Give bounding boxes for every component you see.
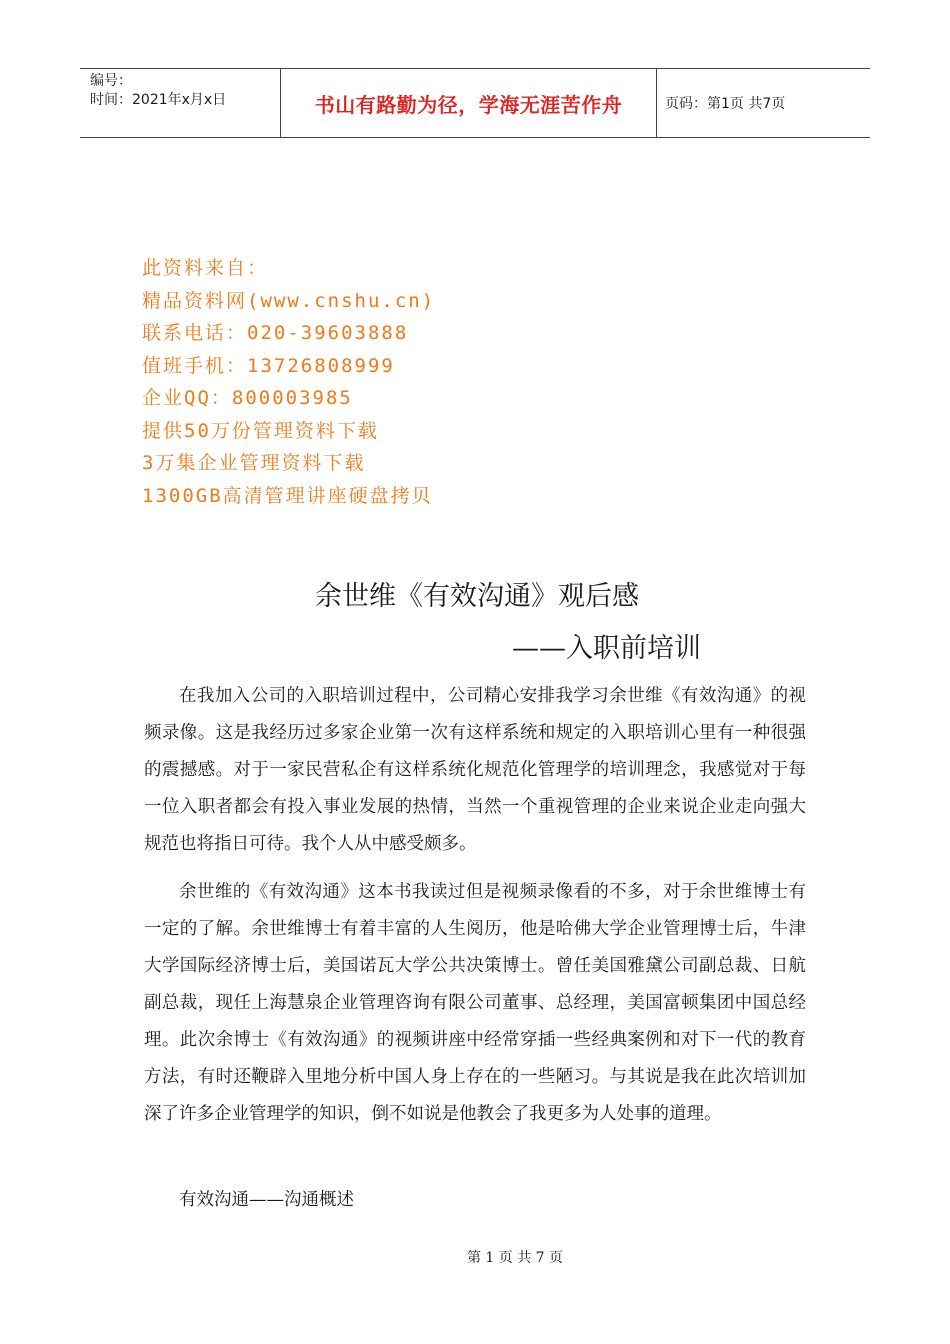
- advert-line: 联系电话：020-39603888: [142, 322, 409, 344]
- document-title: 余世维《有效沟通》观后感: [315, 581, 639, 612]
- advert-line: 企业QQ：800003985: [142, 387, 353, 409]
- section-heading: 有效沟通——沟通概述: [179, 1190, 354, 1210]
- page-footer: 第 1 页 共 7 页: [466, 1250, 564, 1266]
- advert-line: 精品资料网(www.cnshu.cn): [142, 289, 436, 312]
- advert-line: 1300GB高清管理讲座硬盘拷贝: [142, 484, 433, 507]
- advert-line: 提供50万份管理资料下载: [142, 419, 379, 442]
- time-label: 时间：2021年x月x日: [90, 92, 227, 108]
- document-subtitle: ——入职前培训: [512, 633, 701, 664]
- body-paragraph: 余世维的《有效沟通》这本书我读过但是视频录像看的不多，对于余世维博士有一定的了解。余世维博士有着丰富的人生阅历，他是哈佛大学企业管理博士后，牛津大学国际经济博士后，美国诺瓦大学公共决策博士。曾任美国雅黛公司副总裁、日航副总裁，现任上海慧泉企业管理咨询有限公司董事、总经理，美国富顿集团中国总经理。此次余博士《有效沟通》的视频讲座中经常穿插一些经典案例和对下一代的教育方法，有时还鞭辟入里地分析中国人身上存在的一些陋习。与其说是我在此次培训加深了许多企业管理学的知识，倒不如说是他教会了我更多为人处事的道理。: [144, 882, 806, 1124]
- advert-line: 3万集企业管理资料下载: [142, 452, 366, 474]
- page-header: [80, 68, 870, 138]
- number-label: 编号：: [90, 73, 132, 89]
- body-paragraph: 在我加入公司的入职培训过程中，公司精心安排我学习余世维《有效沟通》的视频录像。这是我经历过多家企业第一次有这样系统和规定的入职培训心里有一种很强的震撼感。对于一家民营私企有这样系统化规范化管理学的培训理念，我感觉对于每一位入职者都会有投入事业发展的热情，当然一个重视管理的企业来说企业走向强大规范也将指日可待。我个人从中感受颇多。: [144, 686, 806, 854]
- advert-block: [142, 252, 662, 512]
- header-page-info: 页码：第1页 共7页: [665, 96, 786, 112]
- advert-line: 此资料来自：: [142, 257, 269, 279]
- advert-line: 值班手机：13726808999: [142, 354, 395, 377]
- header-motto: 书山有路勤为径，学海无涯苦作舟: [280, 69, 657, 137]
- header-meta: [80, 69, 280, 137]
